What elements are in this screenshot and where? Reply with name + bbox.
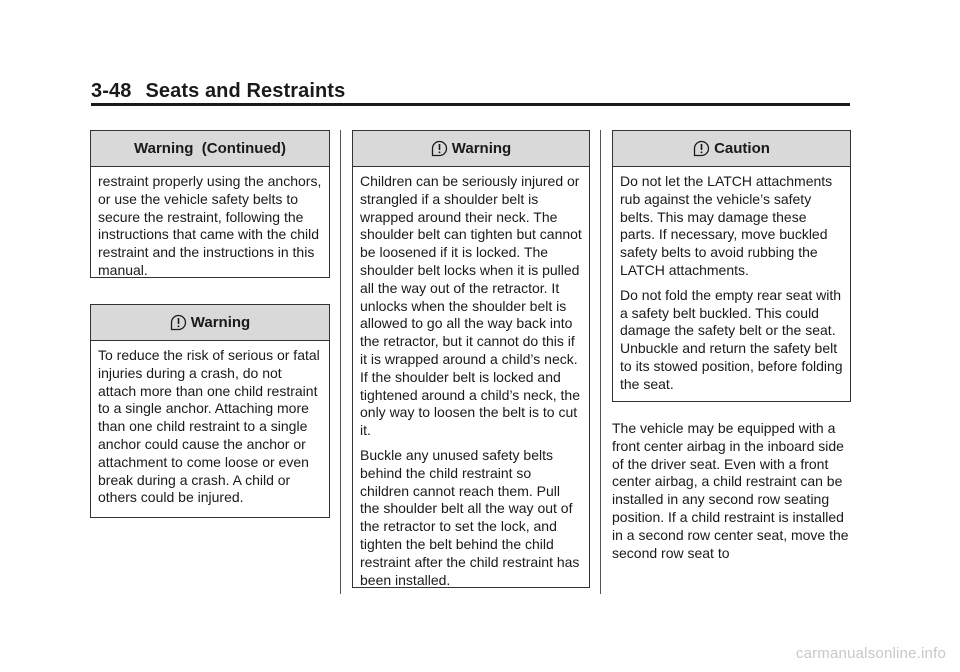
column-divider-1: [340, 130, 341, 594]
caution-icon: [693, 140, 710, 157]
caution-text-2: Do not fold the empty rear seat with a safety belt buckled. This could damage the safety belt or the seat. Unbuckle and return the safety belt to its stowed position, before folding the seat.: [620, 286, 843, 392]
warning-title: Warning: [190, 314, 251, 331]
warning-continued-text: restraint properly using the anchors, or use the vehicle safety belts to secure the restraint, following the instructions that came with the child restraint and the instructions in this manual.: [98, 173, 322, 278]
warning-box-shoulder-belt: [352, 130, 590, 588]
header-rule: [91, 103, 850, 106]
column-divider-2: [600, 130, 601, 594]
warning-icon: [431, 140, 448, 157]
caution-text-1: Do not let the LATCH attachments rub against the vehicle’s safety belts. This may damage these parts. If necessary, move buckled safety belts to avoid rubbing the LATCH attachments.: [620, 173, 833, 278]
warning-continued-box: [90, 130, 330, 278]
warning-icon: [170, 314, 187, 331]
warning-text-2: Buckle any unused safety belts behind the child restraint so children cannot reach them. Pull the shoulder belt all the way out of the retractor to set the lock, and tighten the belt behind the child restraint after the child restraint has been installed.: [360, 446, 580, 588]
warning-title: Warning: [451, 140, 512, 157]
warning-continued-body: [91, 167, 329, 280]
caution-body: [613, 167, 850, 394]
warning-text: To reduce the risk of serious or fatal injuries during a crash, do not attach more than one child restraint to a single anchor. Attaching more than one child restraint to a single anchor could cause the anchor or attachment to come loose or even break during a crash. A child or others could be injured.: [98, 347, 320, 506]
warning-header: [353, 131, 589, 167]
warning-text-1: Children can be seriously injured or strangled if a shoulder belt is wrapped around their neck. The shoulder belt can tighten but cannot be loosened if it is locked. The shoulder belt locks when it is pulled all the way out of the retractor. It unlocks when the shoulder belt is allowed to go all the way back into the retractor, but it cannot do this if it is wrapped around a child’s neck. If the shoulder belt is locked and tightened around a child’s neck, the only way to loosen the belt is to cut it.: [360, 173, 582, 439]
warning-body: [91, 341, 329, 507]
page-header: [91, 80, 345, 103]
body-paragraph: The vehicle may be equipped with a front center airbag in the inboard side of the driver seat. Even with a front center airbag, a child restraint can be installed in any second row seating position. If a child restraint is installed in a second row center seat, move the second row seat to: [612, 420, 849, 561]
caution-header: [613, 131, 850, 167]
caution-box: [612, 130, 851, 402]
warning-continued-header: [91, 131, 329, 167]
caution-title: Caution: [714, 140, 770, 157]
page-number: 3-48: [91, 80, 132, 102]
warning-continued-title: Warning (Continued): [134, 140, 286, 157]
warning-box-anchor: [90, 304, 330, 518]
watermark: carmanualsonline.info: [795, 645, 946, 662]
warning-header: [91, 305, 329, 341]
section-title: Seats and Restraints: [145, 80, 346, 102]
warning-body: [353, 167, 589, 589]
